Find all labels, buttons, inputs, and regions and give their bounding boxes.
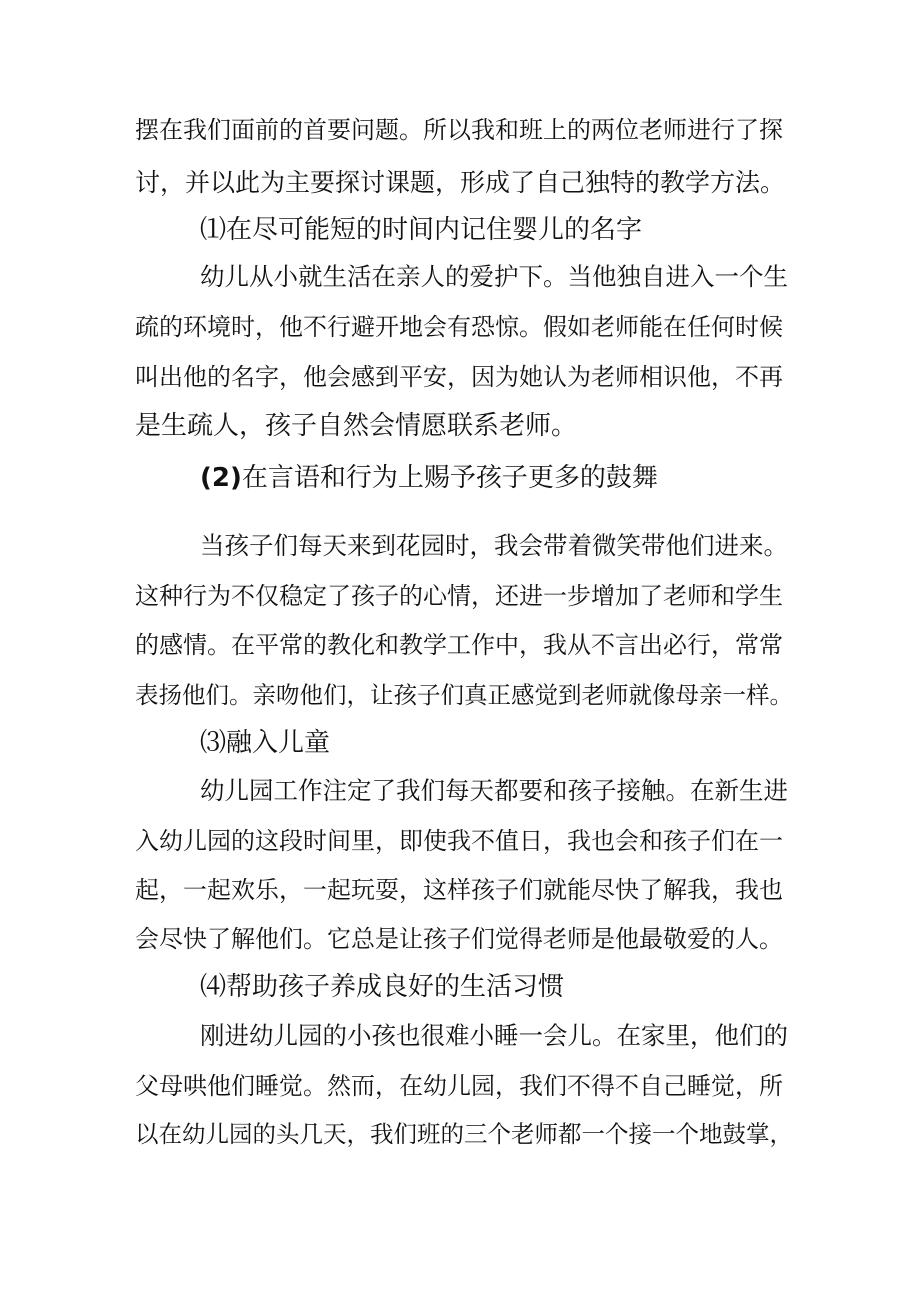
paragraph-line: 刚进幼儿园的小孩也很难小睡一会儿。在家里，他们的 — [200, 1021, 788, 1050]
section-heading-1: ⑴在尽可能短的时间内记住婴儿的名字 — [200, 215, 643, 245]
paragraph-line: 会尽快了解他们。它总是让孩子们觉得老师是他最敬爱的人。 — [135, 925, 783, 953]
paragraph-line: 的感情。在平常的教化和教学工作中，我从不言出必行，常常 — [135, 631, 783, 659]
paragraph-line: 入幼儿园的这段时间里，即使我不值日，我也会和孩子们在一 — [135, 827, 783, 855]
section-number: (2) — [200, 463, 242, 493]
paragraph-line: 当孩子们每天来到花园时，我会带着微笑带他们进来。 — [200, 531, 788, 560]
paragraph-line: 疏的环境时，他不行避开地会有恐惊。假如老师能在任何时候 — [135, 313, 783, 341]
section-heading-3: ⑶融入儿童 — [200, 728, 331, 758]
paragraph-line: 幼儿从小就生活在亲人的爱护下。当他独自进入一个生 — [200, 262, 788, 291]
paragraph-line: 叫出他的名字，他会感到平安，因为她认为老师相识他，不再 — [135, 363, 783, 391]
paragraph-line: 以在幼儿园的头几天，我们班的三个老师都一个接一个地鼓掌， — [135, 1120, 793, 1148]
section-heading-4: ⑷帮助孩子养成良好的生活习惯 — [200, 972, 565, 1002]
paragraph-line: 幼儿园工作注定了我们每天都要和孩子接触。在新生进 — [200, 776, 788, 805]
section-heading-2 — [200, 458, 795, 498]
paragraph-line: 表扬他们。亲吻他们，让孩子们真正感觉到老师就像母亲一样。 — [135, 681, 793, 709]
paragraph-line: 起，一起欢乐，一起玩耍，这样孩子们就能尽快了解我，我也 — [135, 876, 783, 904]
section-heading-text: 在言语和行为上赐予孩子更多的鼓舞 — [241, 463, 658, 493]
paragraph-line: 讨，并以此为主要探讨课题，形成了自己独特的教学方法。 — [135, 168, 786, 197]
paragraph-line: 摆在我们面前的首要问题。所以我和班上的两位老师进行了探 — [135, 116, 783, 144]
paragraph-line: 父母哄他们睡觉。然而，在幼儿园，我们不得不自己睡觉，所 — [135, 1072, 783, 1100]
paragraph-line: 这种行为不仅稳定了孩子的心情，还进一步增加了老师和学生 — [135, 582, 783, 610]
paragraph-line: 是生疏人，孩子自然会情愿联系老师。 — [135, 411, 578, 441]
